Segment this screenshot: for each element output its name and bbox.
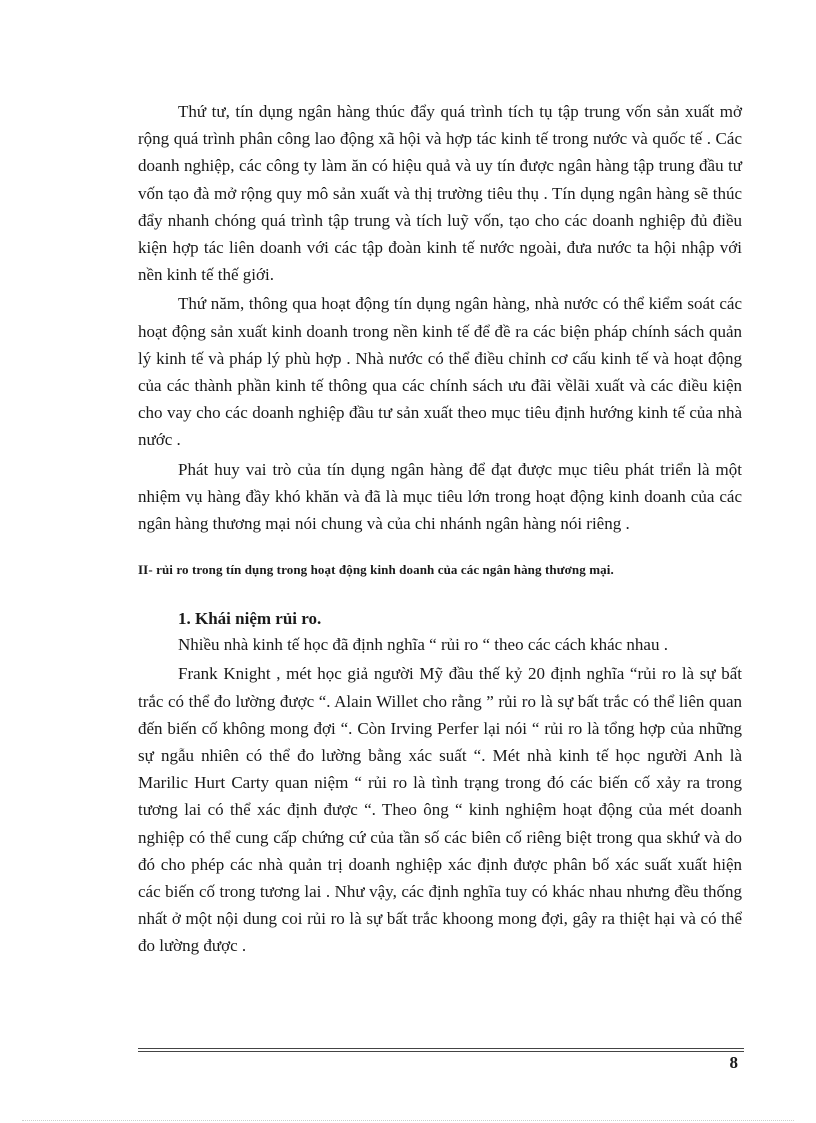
paragraph-definition-intro: Nhiều nhà kinh tế học đã định nghĩa “ rủi ro “ theo các cách khác nhau .	[178, 635, 668, 655]
paragraph-thu-tu: Thứ tư, tín dụng ngân hàng thúc đẩy quá trình tích tụ tập trung vốn sản xuất mở rộng quá trình phân công lao động xã hội và hợp tác kinh tế trong nước và quốc tế . Các doanh nghiệp, các công ty làm ăn có hiệu quả và uy tín được ngân hàng tập trung đầu tư vốn tạo đà mở rộng quy mô sản xuất và thị trường tiêu thụ . Tín dụng ngân hàng sẽ thúc đẩy nhanh chóng quá trình tập trung và tích luỹ vốn, tạo cho các doanh nghiệp đủ điều kiện hợp tác liên doanh với các tập đoàn kinh tế nước ngoài, đưa nước ta hội nhập với nền kinh tế thế giới.	[138, 102, 742, 285]
paragraph-definitions: Frank Knight , mét học giả người Mỹ đầu thế kỷ 20 định nghĩa “rủi ro là sự bất trắc có thể đo lường được “. Alain Willet cho rằng ” rủi ro là sự bất trắc có thể liên quan đến biến cố không mong đợi “. Còn Irving Perfer lại nói “ rủi ro là tổng hợp của những sự ngẫu nhiên có thể đo lường bằng xác suất “. Mét nhà kinh tế học người Anh là Marilic Hurt Carty quan niệm “ rủi ro là tình trạng trong đó các biến cố xảy ra trong tương lai có thể xác định được “. Theo ông “ kinh nghiệm hoạt động của mét doanh nghiệp có thể cung cấp chứng cứ của tần số các biên cố riêng biệt trong qua skhứ và do đó cho phép các nhà quản trị doanh nghiệp xác định được phân bố xác suất xuất hiện các biến cố trong tương lai . Như vậy, các định nghĩa tuy có khác nhau nhưng đều thống nhất ở một nội dung coi rủi ro là sự bất trắc khoong mong đợi, gây ra thiệt hại và có thể đo lường được .	[138, 664, 742, 956]
body-text	[138, 98, 742, 960]
section-heading: II- rủi ro trong tín dụng trong hoạt động kinh doanh của các ngân hàng thương mại.	[138, 562, 614, 578]
page-edge-divider	[22, 1120, 794, 1121]
paragraph-phat-huy: Phát huy vai trò của tín dụng ngân hàng để đạt được mục tiêu phát triển là một nhiệm vụ hàng đầy khó khăn và đã là mục tiêu lớn trong hoạt động kinh doanh của các ngân hàng thương mại nói chung và của chi nhánh ngân hàng nói riêng .	[138, 459, 742, 534]
page-number: 8	[729, 1053, 738, 1072]
footer-rule-bottom	[138, 1051, 744, 1052]
footer-rule-top	[138, 1048, 744, 1049]
sub-heading: 1. Khái niệm rủi ro.	[178, 609, 322, 629]
paragraph-thu-nam: Thứ năm, thông qua hoạt động tín dụng ngân hàng, nhà nước có thể kiểm soát các hoạt động sản xuất kinh doanh trong nền kinh tế để đề ra các biện pháp chính sách quản lý kinh tế và pháp lý phù hợp . Nhà nước có thể điều chỉnh cơ cấu kinh tế và hoạt động của các thành phần kinh tế thông qua các chính sách ưu đãi vềlãi xuất và các điều kiện cho vay cho các doanh nghiệp đầu tư sản xuất theo mục tiêu định hướng kinh tế của nhà nước .	[138, 294, 742, 450]
